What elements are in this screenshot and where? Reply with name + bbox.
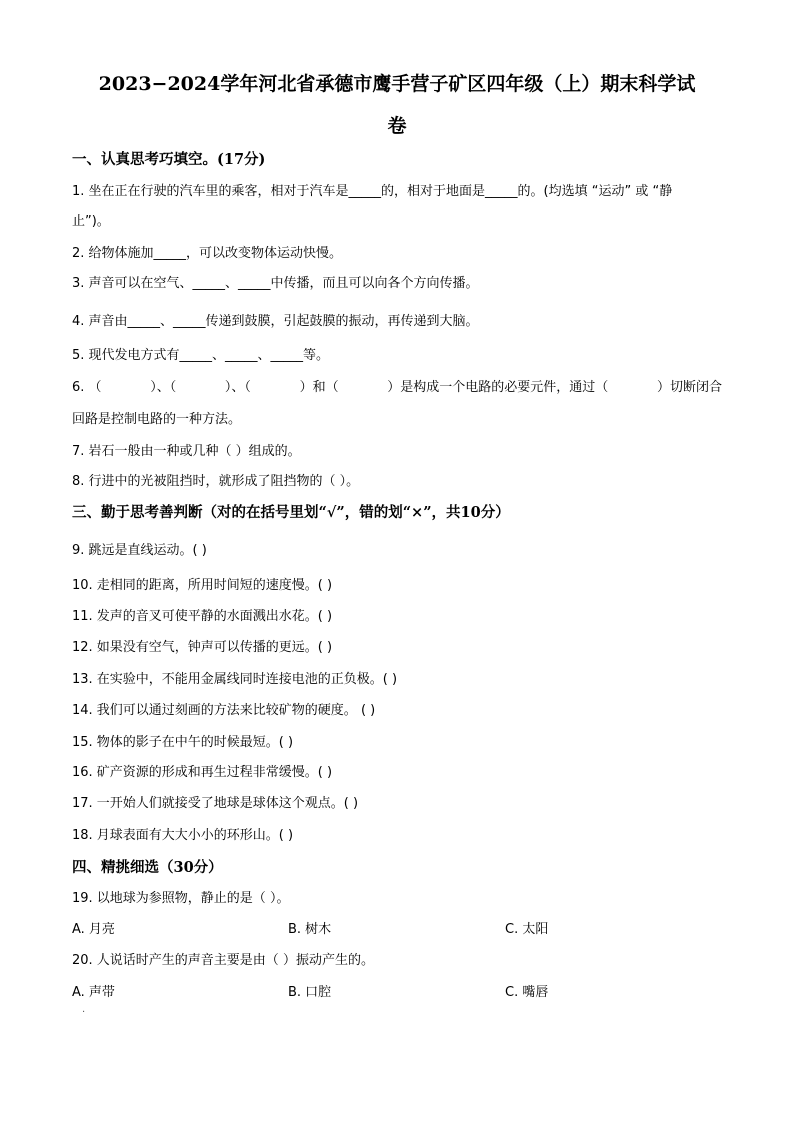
question-14: 14. 我们可以通过刻画的方法来比较矿物的硬度。 ( ) xyxy=(72,703,376,718)
document-title-line-1: 2023−2024学年河北省承德市鹰手营子矿区四年级（上）期末科学试 xyxy=(98,73,696,95)
question-6-line-2: 回路是控制电路的一种方法。 xyxy=(72,412,242,427)
question-5: 5. 现代发电方式有_____、_____、_____等。 xyxy=(72,348,330,363)
q6-part: 6. （ xyxy=(72,380,102,395)
question-20: 20. 人说话时产生的声音主要是由（ ）振动产生的。 xyxy=(72,953,374,968)
question-19: 19. 以地球为参照物，静止的是（ ）。 xyxy=(72,891,290,906)
q6-part: ）切断闭合 xyxy=(656,380,722,395)
question-4: 4. 声音由_____、_____传递到鼓膜，引起鼓膜的振动，再传递到大脑。 xyxy=(72,314,479,329)
question-13: 13. 在实验中，不能用金属线同时连接电池的正负极。( ) xyxy=(72,672,398,687)
q19-option-a: A. 月亮 xyxy=(72,922,115,937)
question-9: 9. 跳远是直线运动。( ) xyxy=(72,543,207,558)
question-16: 16. 矿产资源的形成和再生过程非常缓慢。( ) xyxy=(72,765,333,780)
question-12: 12. 如果没有空气，钟声可以传播的更远。( ) xyxy=(72,640,333,655)
q19-option-c: C. 太阳 xyxy=(505,922,549,937)
q6-part: ）、（ xyxy=(224,380,251,395)
q6-part: ）是构成一个电路的必要元件，通过（ xyxy=(387,380,609,395)
q19-option-b: B. 树木 xyxy=(288,922,332,937)
question-11: 11. 发声的音叉可使平静的水面溅出水花。( ) xyxy=(72,609,333,624)
q20-option-c: C. 嘴唇 xyxy=(505,985,549,1000)
q20-option-a: A. 声带 xyxy=(72,985,115,1000)
question-18: 18. 月球表面有大大小小的环形山。( ) xyxy=(72,828,294,843)
question-7: 7. 岩石一般由一种或几种（ ）组成的。 xyxy=(72,444,301,459)
section-heading-multiple-choice: 四、精挑细选（30分） xyxy=(72,859,223,876)
question-2: 2. 给物体施加_____，可以改变物体运动快慢。 xyxy=(72,246,343,261)
question-1-line-1: 1. 坐在正在行驶的汽车里的乘客，相对于汽车是_____的，相对于地面是_____的。(均选填 “运动” 或 “静 xyxy=(72,184,673,199)
question-17: 17. 一开始人们就接受了地球是球体这个观点。( ) xyxy=(72,796,359,811)
q20-option-b: B. 口腔 xyxy=(288,985,332,1000)
question-1-line-2: 止”)。 xyxy=(72,214,110,229)
scan-artifact-dot: . xyxy=(82,1004,86,1015)
q6-part: ）、（ xyxy=(150,380,177,395)
q6-part: ）和（ xyxy=(299,380,339,395)
question-6-line-1 xyxy=(72,378,722,398)
question-3: 3. 声音可以在空气、_____、_____中传播，而且可以向各个方向传播。 xyxy=(72,276,479,291)
question-8: 8. 行进中的光被阻挡时，就形成了阻挡物的（ ）。 xyxy=(72,474,360,489)
section-heading-fill-in: 一、认真思考巧填空。(17分) xyxy=(72,151,266,168)
document-title-line-2: 卷 xyxy=(387,115,407,137)
question-10: 10. 走相同的距离，所用时间短的速度慢。( ) xyxy=(72,578,333,593)
section-heading-true-false: 三、勤于思考善判断（对的在括号里划“√”，错的划“×”，共10分） xyxy=(72,504,510,521)
question-15: 15. 物体的影子在中午的时候最短。( ) xyxy=(72,735,294,750)
